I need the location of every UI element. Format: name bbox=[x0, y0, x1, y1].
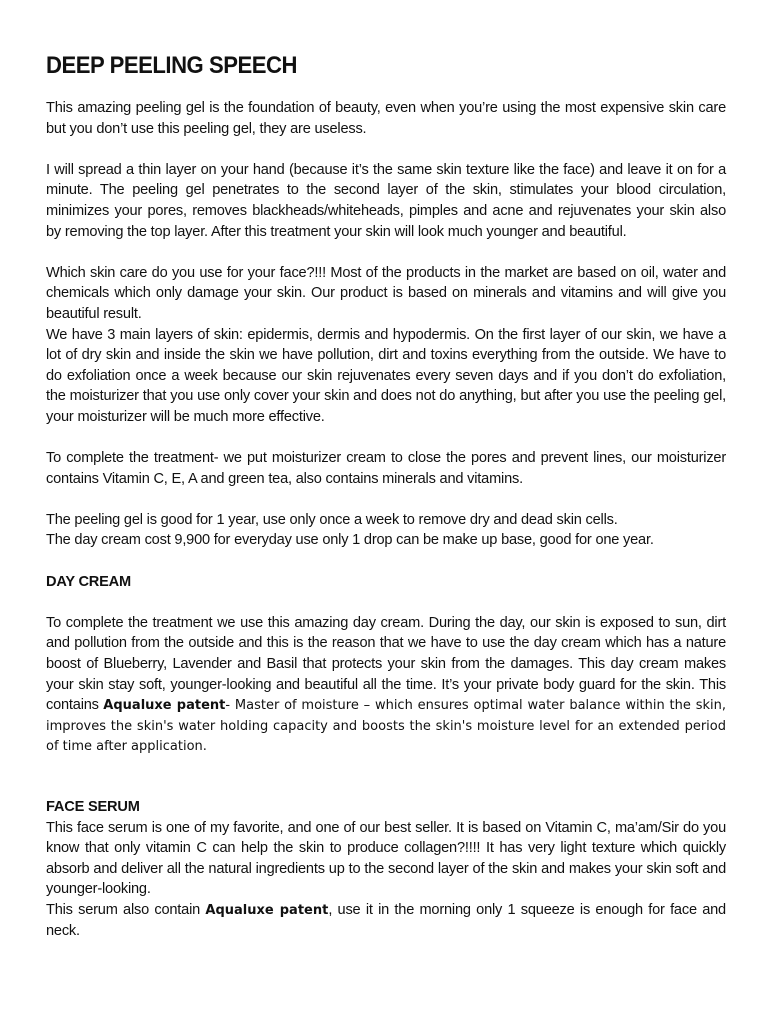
paragraph-intro: This amazing peeling gel is the foundation of beauty, even when you’re using the most expensive skin care but you don’t use this peeling gel, they are useless. bbox=[46, 100, 726, 137]
aqualuxe-term: Aqualuxe patent bbox=[103, 698, 226, 714]
aqualuxe-term-serum: Aqualuxe patent bbox=[205, 902, 329, 918]
paragraph-day-cream-cost: The day cream cost 9,900 for everyday use only 1 drop can be make up base, good for one year. bbox=[46, 532, 654, 549]
paragraph-moisturizer: To complete the treatment- we put moisturizer cream to close the pores and prevent lines, our moisturizer contains Vitamin C, E, A and green tea, also contains minerals and vitamins. bbox=[46, 450, 726, 487]
paragraph-skin-layers: We have 3 main layers of skin: epidermis, dermis and hypodermis. On the first layer of our skin, we have a lot of dry skin and inside the skin we have pollution, dirt and toxins everything from the outside. We have to do exfoliation once a week because our skin rejuvenates every seven days and if you don’t do exfoliation, the moisturizer that you use only cover your skin and does not do anything, but after you use the peeling gel, your moisturizer will be much more effective. bbox=[46, 326, 726, 425]
day-cream-text-continued: - Master of moisture – which ensures optimal water balance within the skin, improves the skin's water holding capacity and boosts the skin's moisture level for an extended period of time after application. bbox=[46, 698, 726, 755]
paragraph-application: I will spread a thin layer on your hand (because it’s the same skin texture like the face) and leave it on for a minute. The peeling gel penetrates to the second layer of the skin, stimulates your blood circulation, minimizes your pores, removes blackheads/whiteheads, pimples and acne and rejuvenates your skin also by removing the top layer. After this treatment your skin will look much younger and beautiful. bbox=[46, 161, 726, 240]
document-page bbox=[46, 48, 726, 962]
section-heading-day-cream: DAY CREAM bbox=[46, 573, 131, 590]
section-heading-face-serum: FACE SERUM bbox=[46, 799, 140, 815]
paragraph-peeling-duration: The peeling gel is good for 1 year, use only once a week to remove dry and dead skin cells. bbox=[46, 511, 618, 528]
paragraph-face-serum: This face serum is one of my favorite, and one of our best seller. It is based on Vitamin C, ma’am/Sir do you know that only vitamin C can help the skin to produce collagen?!!!! It has very light texture which quickly absorb and deliver all the natural ingredients up to the second layer of the skin and makes your skin soft and younger-looking. bbox=[46, 819, 726, 898]
face-serum-usage-text: This serum also contain bbox=[46, 901, 206, 918]
paragraph-day-cream bbox=[46, 613, 726, 757]
paragraph-face-serum-usage bbox=[46, 900, 726, 941]
page-title: DEEP PEELING SPEECH bbox=[46, 52, 297, 79]
day-cream-text: To complete the treatment we use this amazing day cream. During the day, our skin is exposed to sun, dirt and pollution from the outside and this is the reason that we have to use the day cream which has a nature boost of Blueberry, Lavender and Basil that protects your skin from the damages. This day cream makes your skin stay soft, younger-looking and beautiful all the time. It’s your private body guard for the skin. This contains bbox=[46, 614, 726, 714]
face-serum-usage-text-continued: , use it in the morning only 1 squeeze is enough for face and neck. bbox=[46, 901, 726, 939]
paragraph-skin-care-question: Which skin care do you use for your face?!!! Most of the products in the market are based on oil, water and chemicals which only damage your skin. Our product is based on minerals and vitamins and will give you beautiful result. bbox=[46, 264, 726, 322]
